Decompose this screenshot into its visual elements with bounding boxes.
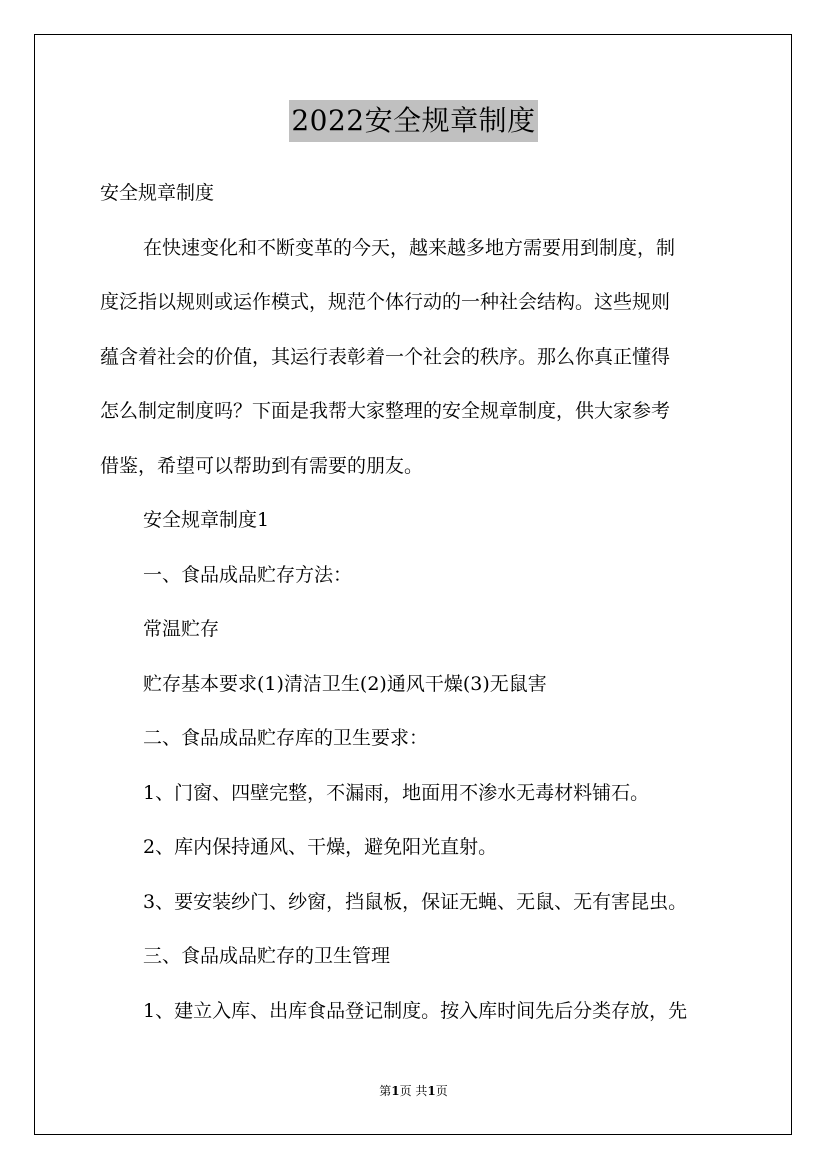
- intro-line-3: 蕴含着社会的价值，其运行表彰着一个社会的秩序。那么你真正懂得: [100, 346, 671, 368]
- body-line-item-3: 3、要安装纱门、纱窗，挡鼠板，保证无蝇、无鼠、无有害昆虫。: [143, 891, 688, 913]
- body-line-item-1: 1、门窗、四壁完整，不漏雨，地面用不渗水无毒材料铺石。: [143, 782, 650, 804]
- footer-page-mid: 页 共: [399, 1084, 428, 1098]
- page-footer: [0, 1083, 827, 1099]
- footer-page-current: 1: [391, 1084, 400, 1098]
- intro-line-5: 借鉴，希望可以帮助到有需要的朋友。: [100, 455, 424, 477]
- body-line-basic-requirements: 贮存基本要求(1)清洁卫生(2)通风干燥(3)无鼠害: [143, 673, 547, 695]
- heading-storage-method: 一、食品成品贮存方法：: [143, 564, 353, 586]
- intro-line-2: 度泛指以规则或运作模式，规范个体行动的一种社会结构。这些规则: [100, 291, 671, 313]
- document-subtitle: 安全规章制度: [100, 182, 215, 204]
- intro-line-1: 在快速变化和不断变革的今天，越来越多地方需要用到制度，制: [143, 237, 676, 259]
- footer-page-suffix: 页: [435, 1084, 448, 1098]
- footer-page-prefix: 第: [379, 1084, 392, 1098]
- body-line-room-temp: 常温贮存: [143, 618, 220, 640]
- heading-storage-hygiene: 二、食品成品贮存库的卫生要求：: [143, 727, 429, 749]
- title-container: [0, 100, 827, 142]
- body-line-management-1: 1、建立入库、出库食品登记制度。按入库时间先后分类存放，先: [143, 1000, 688, 1022]
- footer-page-total: 1: [427, 1084, 436, 1098]
- heading-storage-management: 三、食品成品贮存的卫生管理: [143, 945, 391, 967]
- document-title: 2022安全规章制度: [289, 100, 537, 142]
- section-heading-1: 安全规章制度1: [143, 509, 270, 531]
- body-line-item-2: 2、库内保持通风、干燥，避免阳光直射。: [143, 836, 498, 858]
- intro-line-4: 怎么制定制度吗？下面是我帮大家整理的安全规章制度，供大家参考: [100, 400, 671, 422]
